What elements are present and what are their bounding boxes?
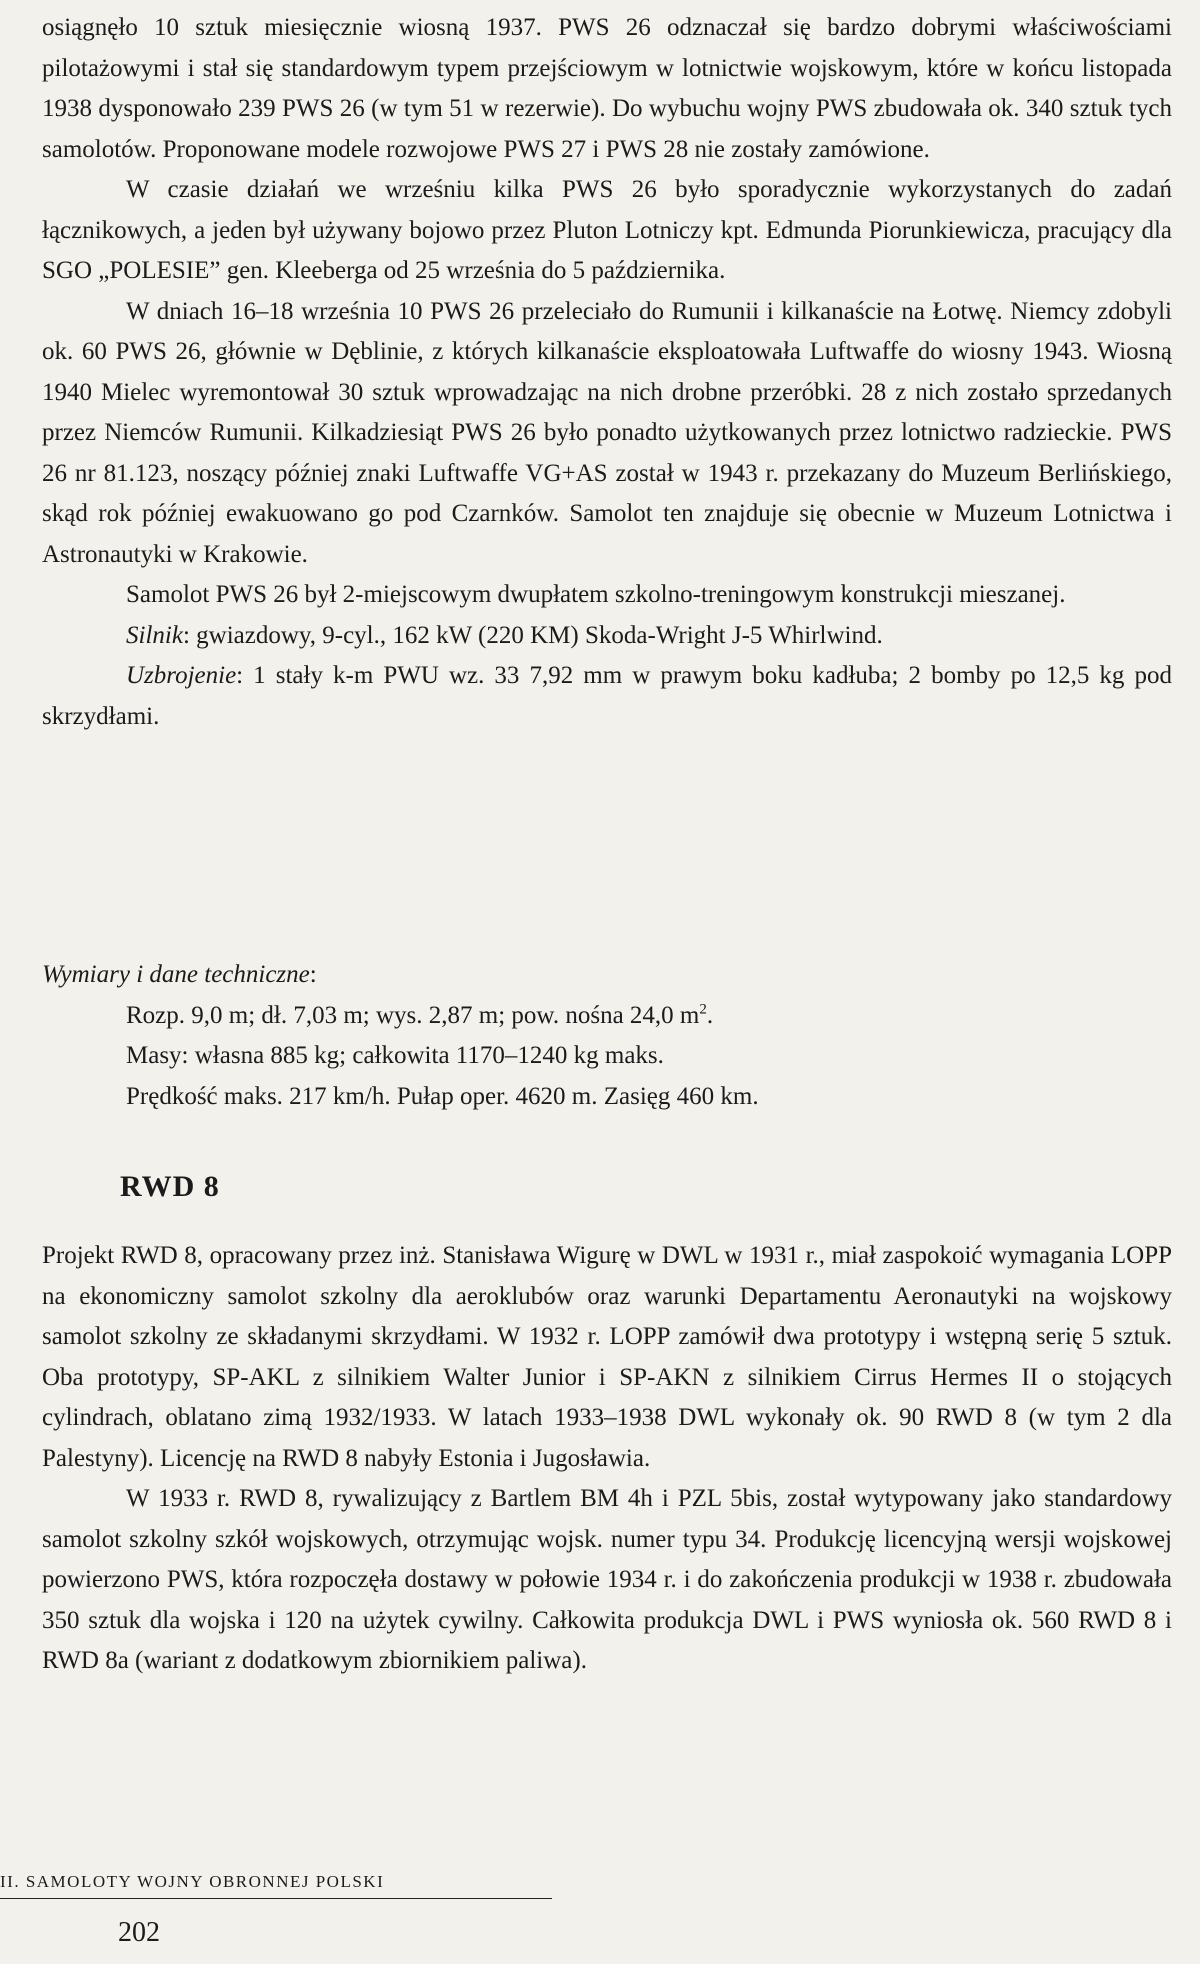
spec-mass: Masy: własna 885 kg; całkowita 1170–1240 kg maks. <box>126 1042 664 1069</box>
paragraph-september-ops: W czasie działań we wrześniu kilka PWS 26 było sporadycznie wykorzystanych do zadań łącznikowych, a jeden był używany bojowo przez Pluton Lotniczy kpt. Edmunda Piorunkiewicza, pracujący dla SGO „POLESIE” gen. Kleeberga od 25 września do 5 października. <box>42 176 1172 284</box>
pws26-text-block <box>42 8 1172 737</box>
rwd8-paragraph-production: W 1933 r. RWD 8, rywalizujący z Bartlem BM 4h i PZL 5bis, został wytypowany jako standardowy samolot szkolny szkół wojskowych, otrzymując wojsk. numer typu 34. Produkcję licencyjną wersji wojskowej powierzono PWS, która rozpoczęła dostawy w połowie 1934 r. i do zakończenia produkcji w 1938 r. zbudowała 350 sztuk dla wojska i 120 na użytek cywilny. Całkowita produkcja DWL i PWS wyniosła ok. 560 RWD 8 i RWD 8a (wariant z dodatkowym zbiornikiem paliwa). <box>42 1485 1172 1674</box>
spec-dimensions-text: Rozp. 9,0 m; dł. 7,03 m; wys. 2,87 m; pow. nośna 24,0 m <box>126 1001 700 1029</box>
spec-dimensions-sup: 2 <box>699 1001 707 1018</box>
rwd8-text-block <box>42 1236 1172 1682</box>
paragraph-description: Samolot PWS 26 był 2-miejscowym dwupłatem szkolno-treningowym konstrukcji mieszanej. <box>126 581 1066 608</box>
armament-label: Uzbrojenie <box>126 662 237 689</box>
specs-title-text: Wymiary i dane techniczne <box>42 961 310 988</box>
page-number: 202 <box>118 1917 160 1948</box>
running-head: II. SAMOLOTY WOJNY OBRONNEJ POLSKI <box>0 1872 385 1891</box>
paragraph-fate: W dniach 16–18 września 10 PWS 26 przeleciało do Rumunii i kilkanaście na Łotwę. Niemcy zdobyli ok. 60 PWS 26, głównie w Dęblinie, z których kilkanaście eksploatowała Luftwaffe do wiosny 1943. Wiosną 1940 Mielec wyremontował 30 sztuk wprowadzając na nich drobne przeróbki. 28 z nich zostało sprzedanych przez Niemców Rumunii. Kilkadziesiąt PWS 26 było ponadto użytkowanych przez lotnictwo radzieckie. PWS 26 nr 81.123, noszący później znaki Luftwaffe VG+AS został w 1943 r. przekazany do Muzeum Berlińskiego, skąd rok później ewakuowano go pod Czarnków. Samolot ten znajduje się obecnie w Muzeum Lotnictwa i Astronautyki w Krakowie. <box>42 297 1172 568</box>
rwd8-paragraph-project: Projekt RWD 8, opracowany przez inż. Stanisława Wigurę w DWL w 1931 r., miał zaspokoić wymagania LOPP na ekonomiczny samolot szkolny dla aeroklubów oraz warunki Departamentu Aeronautyki na wojskowy samolot szkolny ze składanymi skrzydłami. W 1932 r. LOPP zamówił dwa prototypy i wstępną serię 5 sztuk. Oba prototypy, SP-AKL z silnikiem Walter Junior i SP-AKN z silnikiem Cirrus Hermes II o stojących cylindrach, oblatano zimą 1932/1933. W latach 1933–1938 DWL wykonały ok. 90 RWD 8 (w tym 2 dla Palestyny). Licencję na RWD 8 nabyły Estonia i Jugosławia. <box>42 1242 1172 1472</box>
specs-block <box>42 955 1142 1117</box>
footer-divider <box>0 1898 552 1899</box>
paragraph-production: osiągnęło 10 sztuk miesięcznie wiosną 1937. PWS 26 odznaczał się bardzo dobrymi właściwościami pilotażowymi i stał się standardowym typem przejściowym w lotnictwie wojskowym, które w końcu listopada 1938 dysponowało 239 PWS 26 (w tym 51 w rezerwie). Do wybuchu wojny PWS zbudowała ok. 340 sztuk tych samolotów. Proponowane modele rozwojowe PWS 27 i PWS 28 nie zostały zamówione. <box>42 14 1172 163</box>
engine-text: : gwiazdowy, 9-cyl., 162 kW (220 KM) Skoda-Wright J-5 Whirlwind. <box>182 621 883 649</box>
paragraph-armament <box>42 656 1172 737</box>
paragraph-engine <box>42 616 1172 657</box>
armament-text: : 1 stały k-m PWU wz. 33 7,92 mm w prawym boku kadłuba; 2 bomby po 12,5 kg pod skrzydłami. <box>42 662 1172 730</box>
spec-performance: Prędkość maks. 217 km/h. Pułap oper. 4620 m. Zasięg 460 km. <box>126 1082 759 1110</box>
spec-dimensions <box>42 996 1142 1037</box>
spec-dimensions-end: . <box>706 1001 714 1029</box>
specs-title <box>42 955 1142 996</box>
section-heading-rwd8: RWD 8 <box>120 1170 220 1203</box>
specs-title-suffix: : <box>309 961 317 988</box>
engine-label: Silnik <box>126 621 183 649</box>
